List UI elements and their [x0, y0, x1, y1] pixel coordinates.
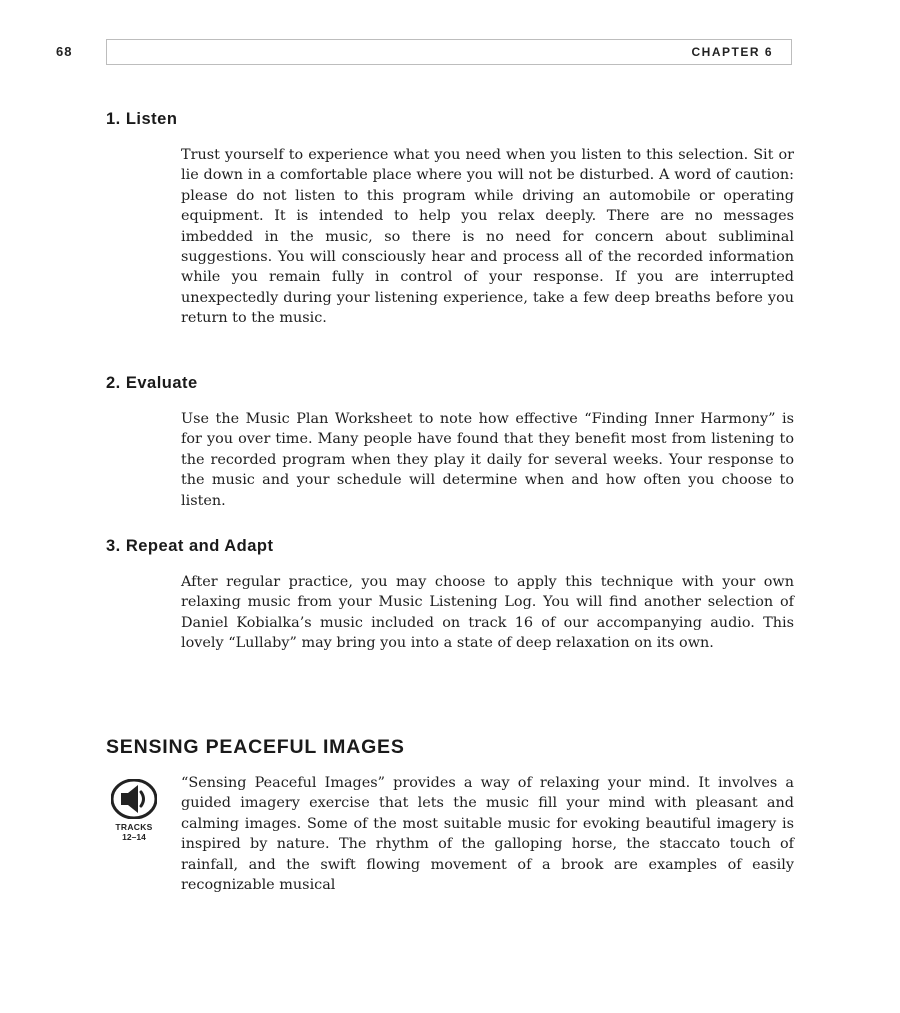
tracks-range: 12–14 [122, 832, 146, 842]
section-heading: SENSING PEACEFUL IMAGES [106, 736, 405, 758]
tracks-label: TRACKS [115, 822, 153, 832]
step-body-listen: Trust yourself to experience what you need when you listen to this selection. Sit or lie down in a comfortable place where you will not be disturbed. A word of caution: please do not listen to this program while driving an automobile or operating equipment. It is intended to help you relax deeply. There are no messages imbedded in the music, so there is no need for concern about subliminal suggestions. You will consciously hear and process all of the recorded information while you remain fully in control of your response. If you are interrupted unexpectedly during your listening experience, take a few deep breaths before you return to the music. [181, 147, 794, 327]
speaker-icon [111, 779, 157, 819]
tracks-badge [108, 779, 160, 842]
step-body-evaluate: Use the Music Plan Worksheet to note how effective “Finding Inner Harmony” is for you over time. Many people have found that they benefit most from listening to the recorded program when they play it daily for several weeks. Your response to the music and your schedule will determine when and how often you choose to listen. [181, 411, 794, 509]
chapter-label: CHAPTER 6 [691, 45, 773, 59]
page-number: 68 [56, 44, 73, 59]
step-heading-listen: 1. Listen [106, 110, 178, 128]
step-body-repeat-adapt: After regular practice, you may choose to apply this technique with your own relaxing music from your Music Listening Log. You will find another selection of Daniel Kobialka’s music included on track 16 of our accompanying audio. This lovely “Lullaby” may bring you into a state of deep relaxation on its own. [181, 574, 794, 652]
step-heading-evaluate: 2. Evaluate [106, 374, 198, 392]
running-header [106, 39, 792, 65]
step-heading-repeat-adapt: 3. Repeat and Adapt [106, 537, 274, 555]
section-body: “Sensing Peaceful Images” provides a way of relaxing your mind. It involves a guided imagery exercise that lets the music fill your mind with pleasant and calming images. Some of the most suitable music for evoking beautiful imagery is inspired by nature. The rhythm of the galloping horse, the staccato touch of rainfall, and the swift flowing movement of a brook are examples of easily recognizable musical [181, 775, 794, 894]
